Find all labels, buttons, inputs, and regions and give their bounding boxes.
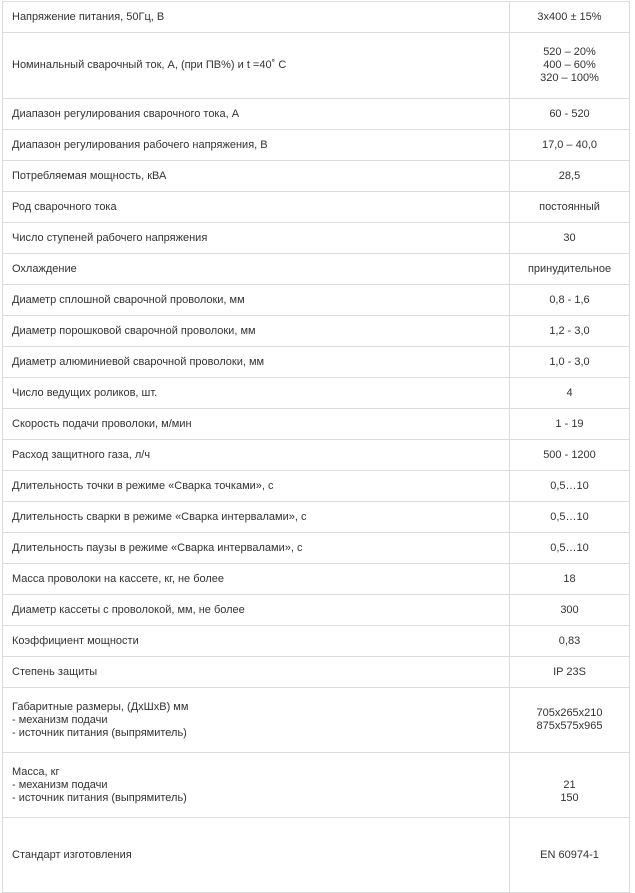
parameter-text: Габаритные размеры, (ДхШхВ) мм xyxy=(12,700,189,713)
value-text: 0,8 - 1,6 xyxy=(549,293,590,306)
parameter-cell xyxy=(3,564,510,595)
value-cell xyxy=(510,564,630,595)
table-row xyxy=(3,130,630,161)
value-text: 30 xyxy=(563,231,576,244)
value-text: 1,0 - 3,0 xyxy=(549,355,590,368)
parameter-cell xyxy=(3,533,510,564)
table-row xyxy=(3,161,630,192)
value-text: 500 - 1200 xyxy=(543,448,596,461)
parameter-cell xyxy=(3,33,510,99)
value-text: 400 – 60% xyxy=(543,59,596,71)
value-text: 60 - 520 xyxy=(549,107,590,120)
parameter-text: Потребляемая мощность, кВА xyxy=(12,169,167,182)
specifications-body xyxy=(3,2,630,893)
value-cell xyxy=(510,533,630,564)
parameter-cell xyxy=(3,285,510,316)
table-row xyxy=(3,285,630,316)
parameter-text: - механизм подачи xyxy=(12,713,108,726)
value-cell xyxy=(510,2,630,33)
table-row xyxy=(3,33,630,99)
table-row xyxy=(3,626,630,657)
value-text: 150 xyxy=(560,791,579,804)
parameter-text: Стандарт изготовления xyxy=(12,848,132,861)
parameter-text: Охлаждение xyxy=(12,262,77,275)
value-text: 300 xyxy=(560,603,579,616)
value-text: постоянный xyxy=(539,200,600,213)
parameter-cell xyxy=(3,161,510,192)
parameter-text: Род сварочного тока xyxy=(12,200,117,213)
parameter-text: Диаметр порошковой сварочной проволоки, мм xyxy=(12,324,256,337)
table-row xyxy=(3,192,630,223)
table-row xyxy=(3,595,630,626)
parameter-cell xyxy=(3,753,510,818)
value-text: 21 xyxy=(563,778,576,791)
table-row xyxy=(3,753,630,818)
table-row xyxy=(3,688,630,753)
parameter-text: - механизм подачи xyxy=(12,778,108,791)
value-text: 0,5…10 xyxy=(550,541,589,554)
parameter-text: Длительность точки в режиме «Сварка точками», с xyxy=(12,479,274,492)
table-row xyxy=(3,502,630,533)
parameter-cell xyxy=(3,2,510,33)
table-row xyxy=(3,223,630,254)
parameter-cell xyxy=(3,471,510,502)
value-cell xyxy=(510,33,630,99)
value-cell xyxy=(510,347,630,378)
value-cell xyxy=(510,99,630,130)
table-row xyxy=(3,347,630,378)
table-row xyxy=(3,818,630,893)
parameter-text: - источник питания (выпрямитель) xyxy=(12,791,187,804)
value-text: 28,5 xyxy=(558,169,581,182)
value-cell xyxy=(510,471,630,502)
value-text: 3х400 ± 15% xyxy=(537,10,602,23)
value-cell xyxy=(510,130,630,161)
parameter-cell xyxy=(3,688,510,753)
value-cell xyxy=(510,688,630,753)
parameter-cell xyxy=(3,223,510,254)
value-text: принудительное xyxy=(527,262,612,275)
value-cell xyxy=(510,657,630,688)
parameter-text: Степень защиты xyxy=(12,665,98,678)
parameter-text: Диапазон регулирования рабочего напряжения, В xyxy=(12,138,268,151)
table-row xyxy=(3,316,630,347)
value-text: 4 xyxy=(566,386,573,399)
parameter-text: Длительность сварки в режиме «Сварка интервалами», с xyxy=(12,510,307,523)
parameter-cell xyxy=(3,595,510,626)
value-text: 1 - 19 xyxy=(555,417,584,430)
table-row xyxy=(3,254,630,285)
parameter-cell xyxy=(3,316,510,347)
parameter-text: Масса проволоки на кассете, кг, не более xyxy=(12,572,225,585)
table-row xyxy=(3,657,630,688)
parameter-cell xyxy=(3,440,510,471)
table-row xyxy=(3,533,630,564)
parameter-cell xyxy=(3,192,510,223)
parameter-text: Диапазон регулирования сварочного тока, А xyxy=(12,107,240,120)
value-cell xyxy=(510,285,630,316)
value-text: 1,2 - 3,0 xyxy=(549,324,590,337)
value-text: 0,5…10 xyxy=(550,510,589,523)
parameter-text: Диаметр сплошной сварочной проволоки, мм xyxy=(12,293,245,306)
parameter-text: Напряжение питания, 50Гц, В xyxy=(12,10,165,23)
parameter-cell xyxy=(3,626,510,657)
value-text: 0,83 xyxy=(558,634,581,647)
parameter-cell xyxy=(3,347,510,378)
parameter-cell xyxy=(3,254,510,285)
value-cell xyxy=(510,818,630,893)
value-text: 18 xyxy=(563,572,576,585)
table-row xyxy=(3,99,630,130)
parameter-text: Номинальный сварочный ток, А, (при ПВ%) и t =40˚ С xyxy=(12,59,287,71)
table-row xyxy=(3,471,630,502)
parameter-text: Коэффициент мощности xyxy=(12,634,139,647)
parameter-text: - источник питания (выпрямитель) xyxy=(12,726,187,739)
value-text: 875х575х965 xyxy=(536,720,603,732)
parameter-text: Число ступеней рабочего напряжения xyxy=(12,231,208,244)
parameter-cell xyxy=(3,378,510,409)
parameter-text: Скорость подачи проволоки, м/мин xyxy=(12,417,192,430)
value-cell xyxy=(510,378,630,409)
parameter-text: Расход защитного газа, л/ч xyxy=(12,448,151,461)
value-cell xyxy=(510,626,630,657)
parameter-cell xyxy=(3,657,510,688)
value-text: 17,0 – 40,0 xyxy=(541,138,598,151)
value-text: 0,5…10 xyxy=(550,479,589,492)
table-row xyxy=(3,2,630,33)
table-row xyxy=(3,409,630,440)
table-row xyxy=(3,378,630,409)
value-cell xyxy=(510,254,630,285)
table-row xyxy=(3,440,630,471)
value-text: 320 – 100% xyxy=(540,72,599,84)
value-cell xyxy=(510,595,630,626)
value-cell xyxy=(510,440,630,471)
value-cell xyxy=(510,316,630,347)
value-text xyxy=(514,766,625,779)
value-text: 520 – 20% xyxy=(543,46,596,58)
parameter-cell xyxy=(3,502,510,533)
value-text: IP 23S xyxy=(553,665,586,678)
value-text: EN 60974-1 xyxy=(540,848,599,861)
value-cell xyxy=(510,161,630,192)
parameter-text: Число ведущих роликов, шт. xyxy=(12,386,158,399)
parameter-cell xyxy=(3,409,510,440)
value-cell xyxy=(510,223,630,254)
table-row xyxy=(3,564,630,595)
value-cell xyxy=(510,502,630,533)
value-cell xyxy=(510,192,630,223)
parameter-cell xyxy=(3,818,510,893)
parameter-text: Длительность паузы в режиме «Сварка интервалами», с xyxy=(12,541,303,554)
parameter-text: Масса, кг xyxy=(12,765,60,778)
parameter-text: Диаметр кассеты с проволокой, мм, не более xyxy=(12,603,245,616)
value-cell xyxy=(510,409,630,440)
parameter-cell xyxy=(3,130,510,161)
value-text: 705х265х210 xyxy=(536,707,603,719)
specifications-table xyxy=(2,1,630,893)
value-cell xyxy=(510,753,630,818)
parameter-text: Диаметр алюминиевой сварочной проволоки, мм xyxy=(12,355,265,368)
parameter-cell xyxy=(3,99,510,130)
